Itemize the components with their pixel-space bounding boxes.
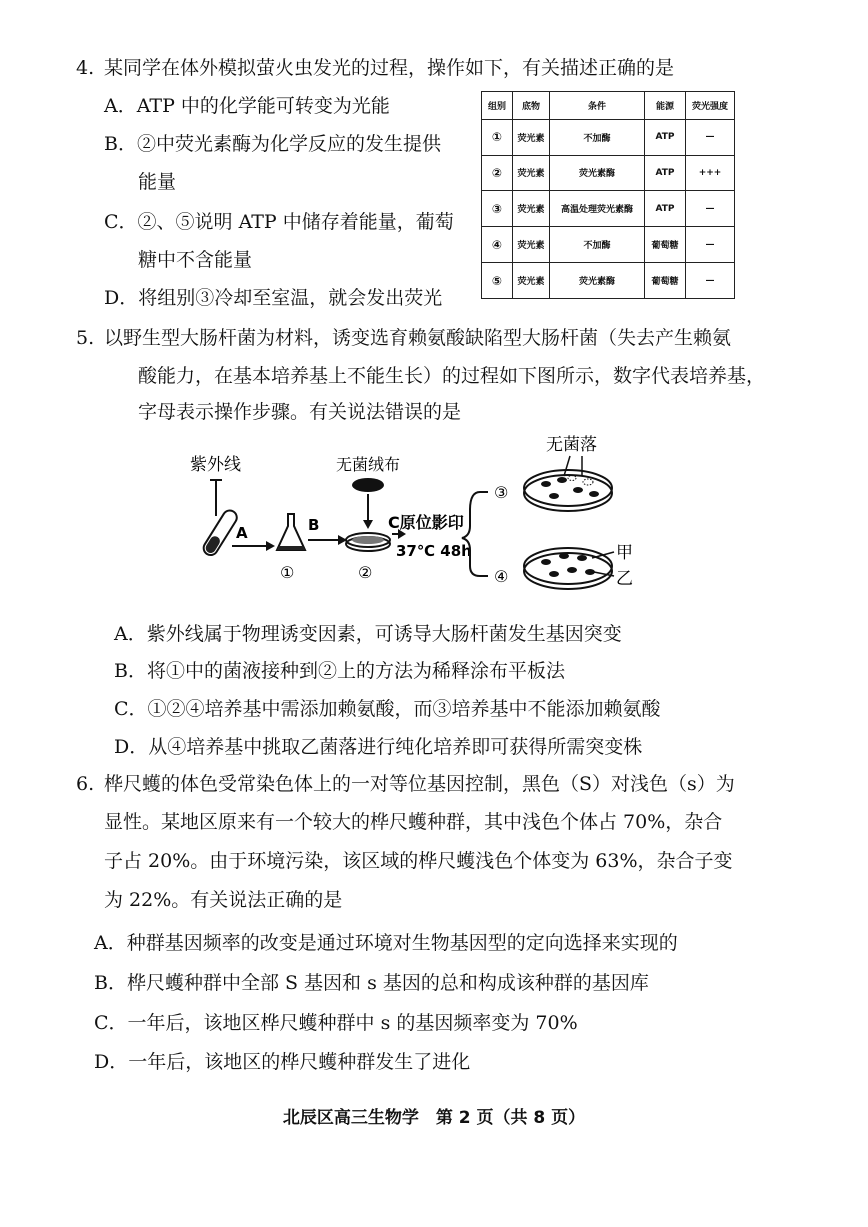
label-3: ③ [494, 483, 509, 502]
label-4: ④ [494, 567, 509, 586]
table-cell: ATP [645, 155, 686, 191]
q6-stem-line: 显性。某地区原来有一个较大的桦尺蠖种群，其中浅色个体占 70%，杂合 [104, 811, 723, 833]
q6-option-d: D．一年后，该地区的桦尺蠖种群发生了进化 [94, 1051, 471, 1073]
brace [462, 492, 480, 576]
table-cell: +++ [686, 155, 735, 191]
table-cell: — [686, 263, 735, 299]
uv-label: 紫外线 [190, 455, 241, 475]
table-row [482, 155, 735, 191]
page-footer: 北辰区高三生物学 第 2 页（共 8 页） [282, 1108, 586, 1128]
q6-stem-line: 为 22%。有关说法正确的是 [104, 889, 343, 911]
table-cell: ATP [645, 119, 686, 155]
q5-stem-line: 字母表示操作步骤。有关说法错误的是 [138, 401, 462, 423]
table-cell: 荧光素 [513, 191, 550, 227]
q4-option-d: D．将组别③冷却至室温，就会发出荧光 [104, 287, 443, 309]
table-cell: 葡萄糖 [645, 263, 686, 299]
table-cell: 葡萄糖 [645, 227, 686, 263]
table-cell: 荧光素 [513, 227, 550, 263]
label-1: ① [280, 563, 295, 582]
plate-4-icon [524, 548, 612, 589]
table-cell: — [686, 191, 735, 227]
step-c-label: C原位影印 [388, 513, 464, 532]
table-cell: 不加酶 [550, 227, 645, 263]
q6-option-c: C．一年后，该地区桦尺蠖种群中 s 的基因频率变为 70% [94, 1012, 578, 1034]
q6-stem-line: 桦尺蠖的体色受常染色体上的一对等位基因控制，黑色（S）对浅色（s）为 [104, 773, 735, 795]
table-cell: 荧光素 [513, 119, 550, 155]
plate-3-icon [524, 470, 612, 511]
label-yi: 乙 [616, 569, 633, 589]
label-jia: 甲 [616, 543, 633, 563]
q4-option-b: B．②中荧光素酶为化学反应的发生提供 [104, 133, 441, 155]
step-a-label: A [236, 524, 248, 542]
q4-option-c-cont: 糖中不含能量 [138, 249, 253, 271]
step-b-label: B [308, 516, 320, 534]
q4-table [481, 91, 735, 299]
q4-option-b-cont: 能量 [138, 171, 177, 193]
table-header-cell: 能源 [645, 92, 686, 120]
table-row [482, 119, 735, 155]
plate-2-icon [346, 533, 390, 551]
table-header-cell: 底物 [513, 92, 550, 120]
q5-stem-line: 酸能力，在基本培养基上不能生长）的过程如下图所示，数字代表培养基， [138, 365, 766, 387]
q5-number: 5. [76, 327, 95, 349]
cloth-icon [352, 478, 384, 492]
condition-label: 37℃ 48h [396, 542, 472, 560]
q4-option-c: C．②、⑤说明 ATP 中储存着能量，葡萄 [104, 211, 454, 233]
table-cell: ② [482, 155, 513, 191]
table-row [482, 263, 735, 299]
table-header-cell: 荧光强度 [686, 92, 735, 120]
table-cell: 不加酶 [550, 119, 645, 155]
table-cell: 荧光素酶 [550, 155, 645, 191]
table-cell: 荧光素 [513, 263, 550, 299]
table-cell: ① [482, 119, 513, 155]
q4-option-a: A．ATP 中的化学能可转变为光能 [104, 95, 390, 117]
table-cell: 高温处理荧光素酶 [550, 191, 645, 227]
q6-number: 6. [76, 773, 95, 795]
table-cell: 荧光素酶 [550, 263, 645, 299]
table-row [482, 191, 735, 227]
table-cell: 荧光素 [513, 155, 550, 191]
table-cell: ⑤ [482, 263, 513, 299]
cloth-label: 无菌绒布 [336, 455, 401, 474]
q4-stem: 某同学在体外模拟萤火虫发光的过程，操作如下，有关描述正确的是 [104, 57, 675, 79]
q5-option-a: A．紫外线属于物理诱变因素，可诱导大肠杆菌发生基因突变 [114, 623, 622, 645]
q4-number: 4. [76, 57, 95, 79]
q5-option-b: B．将①中的菌液接种到②上的方法为稀释涂布平板法 [114, 660, 565, 682]
table-header-cell: 组别 [482, 92, 513, 120]
q6-stem-line: 子占 20%。由于环境污染，该区域的桦尺蠖浅色个体变为 63%，杂合子变 [104, 850, 733, 872]
table-cell: ③ [482, 191, 513, 227]
table-cell: ④ [482, 227, 513, 263]
label-2: ② [358, 563, 373, 582]
no-colony-label: 无菌落 [546, 435, 597, 455]
table-cell: ATP [645, 191, 686, 227]
table-cell: — [686, 119, 735, 155]
table-header-cell: 条件 [550, 92, 645, 120]
q5-option-c: C．①②④培养基中需添加赖氨酸，而③培养基中不能添加赖氨酸 [114, 698, 661, 720]
test-tube-icon [201, 508, 239, 558]
q6-option-b: B．桦尺蠖种群中全部 S 基因和 s 基因的总和构成该种群的基因库 [94, 972, 649, 994]
flask-icon [277, 514, 305, 550]
table-header-row [482, 92, 735, 120]
q5-stem-line: 以野生型大肠杆菌为材料，诱变选育赖氨酸缺陷型大肠杆菌（失去产生赖氨 [104, 327, 732, 349]
table-cell: — [686, 227, 735, 263]
q5-option-d: D．从④培养基中挑取乙菌落进行纯化培养即可获得所需突变株 [114, 736, 643, 758]
q6-option-a: A．种群基因频率的改变是通过环境对生物基因型的定向选择来实现的 [94, 932, 678, 954]
q5-figure [180, 430, 660, 590]
table-row [482, 227, 735, 263]
